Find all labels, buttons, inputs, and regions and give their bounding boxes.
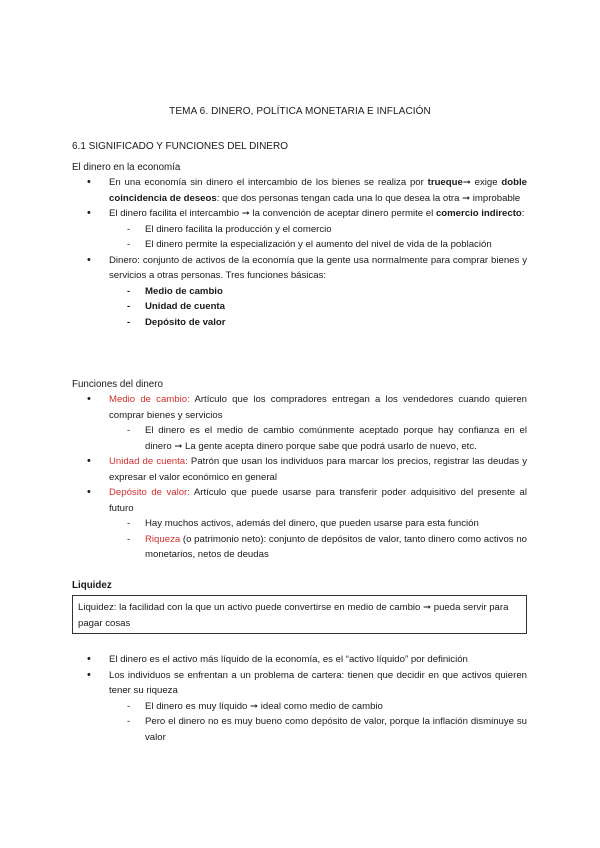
- subheading-economia: El dinero en la economía: [72, 162, 181, 173]
- document-title: TEMA 6. DINERO, POLÍTICA MONETARIA E INFLACIÓN: [169, 106, 431, 117]
- sub-list: [109, 284, 527, 331]
- definition-box: Liquidez: la facilidad con la que un activo puede convertirse en medio de cambio ➞ pueda servir para pagar cosas: [72, 595, 527, 634]
- list-item: • Medio de cambio: Artículo que los compradores entregan a los vendedores cuando quieren comprar bienes y servicios - El dinero es el medio de cambio comúnmente aceptado porque hay confianza en el dinero ➞ La gente acepta dinero porque sabe que podrá usarlo de nuevo, etc.: [72, 392, 527, 454]
- bullet-list-funciones: [72, 392, 527, 563]
- bullet-list-economia: [72, 175, 527, 330]
- list-item: • El dinero es el activo más líquido de la economía, es el “activo líquido” por definición: [72, 652, 527, 668]
- sub-list-item: - El dinero facilita la producción y el comercio: [109, 222, 527, 238]
- sub-list-item: - Riqueza (o patrimonio neto): conjunto de depósitos de valor, tanto dinero como activos no monetarios, netos de deudas: [109, 532, 527, 563]
- sub-list-item: - Pero el dinero no es muy bueno como depósito de valor, porque la inflación disminuye su valor: [109, 714, 527, 745]
- arrow-icon: ➞: [462, 177, 471, 188]
- list-item: • Los individuos se enfrentan a un problema de cartera: tienen que decidir en que activos quieren tener su riqueza - El dinero es muy líquido ➞ ideal como medio de cambio - Pero el dinero no es muy bueno como depósito de valor, porque la inflación disminuye su valor: [72, 668, 527, 746]
- list-item: • Dinero: conjunto de activos de la economía que la gente usa normalmente para comprar bienes y servicios a otras personas. Tres funciones básicas: - Medio de cambio - Unidad de cuenta - Depósito de valor: [72, 253, 527, 331]
- sub-list-item: - Unidad de cuenta: [109, 299, 527, 315]
- sub-list-item: - El dinero es el medio de cambio comúnmente aceptado porque hay confianza en el dinero ➞ La gente acepta dinero porque sabe que podrá usarlo de nuevo, etc.: [109, 423, 527, 454]
- bullet-list-liquidez: [72, 652, 527, 745]
- list-item: • Depósito de valor: Artículo que puede usarse para transferir poder adquisitivo del presente al futuro - Hay muchos activos, además del dinero, que pueden usarse para esta función - Riqueza (o patrimonio neto): conjunto de depósitos de valor, tanto dinero como activos no monetarios, netos de deudas: [72, 485, 527, 563]
- list-item: • Unidad de cuenta: Patrón que usan los individuos para marcar los precios, registrar las deudas y expresar el valor económico en general: [72, 454, 527, 485]
- sub-list: [109, 222, 527, 253]
- subheading-liquidez: Liquidez: [72, 580, 112, 591]
- sub-list: [109, 423, 527, 454]
- sub-list-item: - Medio de cambio: [109, 284, 527, 300]
- subheading-funciones: Funciones del dinero: [72, 379, 163, 390]
- sub-list: [109, 699, 527, 746]
- sub-list-item: - El dinero es muy líquido ➞ ideal como medio de cambio: [109, 699, 527, 715]
- list-item: • El dinero facilita el intercambio ➞ la convención de aceptar dinero permite el comercio indirecto: - El dinero facilita la producción y el comercio - El dinero permite la especialización y el aumento del nivel de vida de la población: [72, 206, 527, 253]
- section-heading: 6.1 SIGNIFICADO Y FUNCIONES DEL DINERO: [72, 141, 288, 152]
- sub-list-item: - Depósito de valor: [109, 315, 527, 331]
- sub-list: [109, 516, 527, 563]
- sub-list-item: - El dinero permite la especialización y el aumento del nivel de vida de la población: [109, 237, 527, 253]
- sub-list-item: - Hay muchos activos, además del dinero, que pueden usarse para esta función: [109, 516, 527, 532]
- list-item: • En una economía sin dinero el intercambio de los bienes se realiza por trueque➞ exige doble coincidencia de deseos: que dos personas tengan cada una lo que desea la otra ➞ improbable: [72, 175, 527, 206]
